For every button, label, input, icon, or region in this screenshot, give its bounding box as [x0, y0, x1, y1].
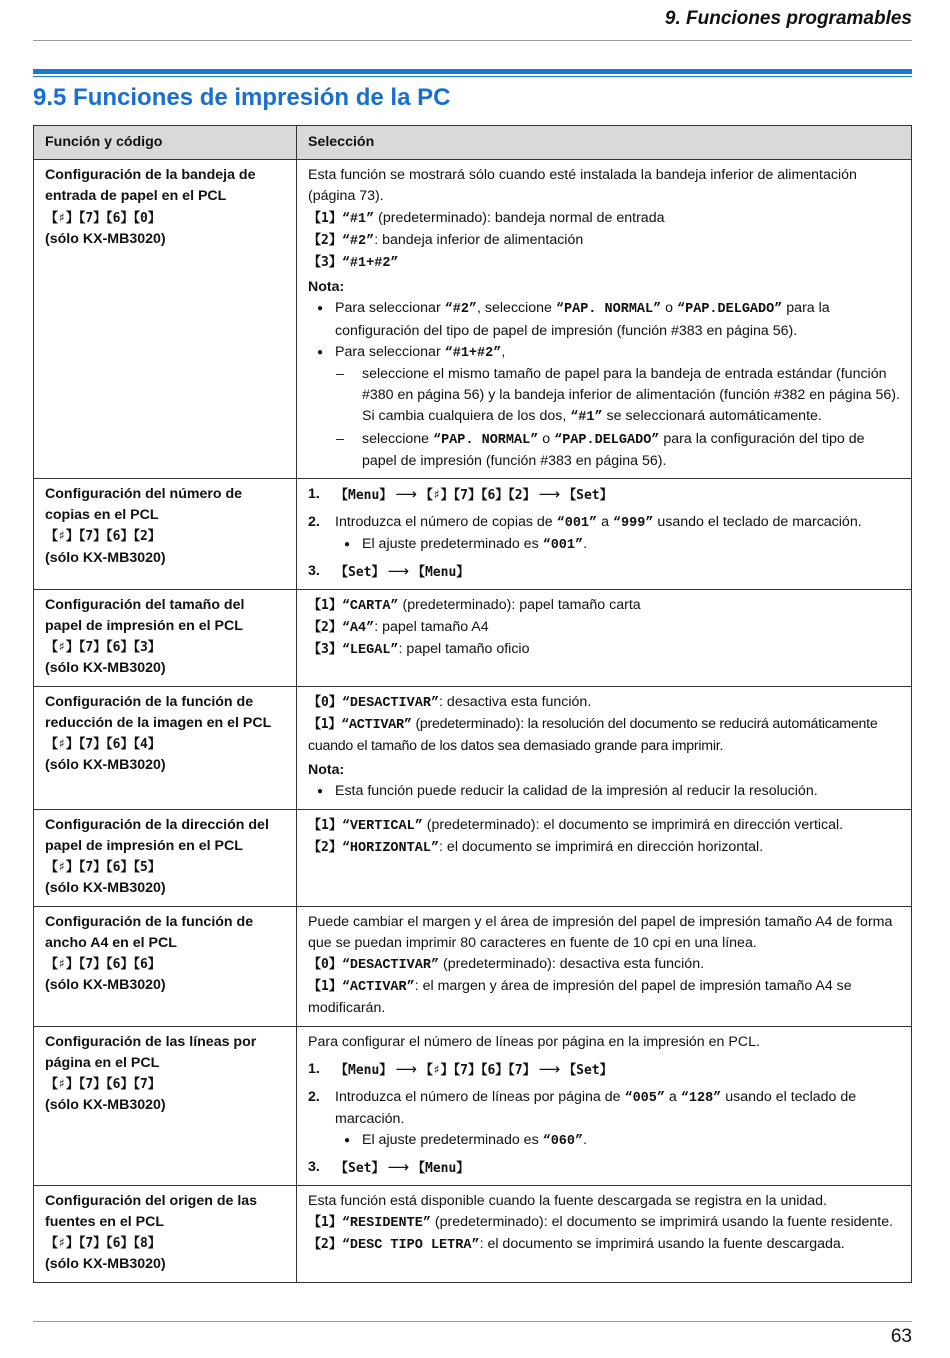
function-name: reducción de la imagen en el PCL [45, 714, 272, 731]
option-key: 【2】 [308, 232, 342, 248]
section-bar [33, 69, 912, 74]
selection-cell [297, 1185, 912, 1282]
step: 1. 【Menu】 ⟶ 【♯】【7】【6】【7】 ⟶ 【Set】 [308, 1060, 613, 1078]
function-name: papel de impresión en el PCL [45, 618, 243, 635]
function-name: Configuración del número de [45, 486, 243, 503]
function-cell [34, 160, 297, 479]
option: 【1】“CARTA” (predeterminado): papel tamaño carta [308, 596, 641, 614]
option-value: “#1+#2” [341, 256, 399, 272]
function-cell [34, 906, 297, 1026]
function-name: Configuración del tamaño del [45, 596, 245, 613]
option-text: : bandeja inferior de alimentación [374, 231, 584, 248]
option-value: “#1” [341, 211, 375, 227]
step: 2. Introduzca el número de líneas por página de “005” a “128” usando el teclado de marcación. ● El ajuste predeterminado es “060”. [308, 1087, 900, 1153]
note-bullet: ● Para seleccionar “#1+#2”, [308, 342, 900, 364]
option: 【2】“HORIZONTAL”: el documento se imprimirá en dirección horizontal. [308, 838, 764, 856]
step: 3. 【Set】 ⟶ 【Menu】 [308, 562, 470, 580]
function-name: Configuración de la función de [45, 913, 254, 930]
function-cell [34, 686, 297, 809]
model-note: (sólo KX-MB3020) [45, 977, 166, 994]
header-rule [33, 40, 912, 41]
option: 【0】“DESACTIVAR”: desactiva esta función. [308, 693, 592, 711]
function-name: ancho A4 en el PCL [45, 934, 177, 951]
table-row [34, 479, 912, 590]
option-text: (predeterminado): bandeja normal de entrada [374, 209, 665, 226]
intro-text: Esta función se mostrará sólo cuando esté instalada la bandeja inferior de alimentación (página 73). [308, 167, 857, 205]
note-bullet: ● Para seleccionar “#2”, seleccione “PAP. NORMAL” o “PAP.DELGADO” para la configuración del tipo de papel de impresión (función #383 en página 56). [308, 298, 900, 341]
selection-cell [297, 479, 912, 590]
function-name: copias en el PCL [45, 507, 159, 524]
function-name: Configuración de la función de [45, 693, 254, 710]
function-name: Configuración de la bandeja de [45, 167, 256, 184]
function-code: 【♯】【7】【6】【6】 [45, 956, 161, 972]
column-header-selection: Selección [297, 126, 912, 160]
function-cell [34, 809, 297, 906]
table-row [34, 906, 912, 1026]
function-code: 【♯】【7】【6】【3】 [45, 640, 161, 656]
table-row [34, 1185, 912, 1282]
note-bullet: ● Esta función puede reducir la calidad de la impresión al reducir la resolución. [308, 781, 900, 802]
function-code: 【♯】【7】【6】【0】 [45, 210, 161, 226]
model-note: (sólo KX-MB3020) [45, 1097, 166, 1114]
model-note: (sólo KX-MB3020) [45, 1256, 166, 1273]
option [308, 230, 900, 252]
model-note: (sólo KX-MB3020) [45, 230, 166, 247]
function-code: 【♯】【7】【6】【7】 [45, 1076, 161, 1092]
table-row [34, 589, 912, 686]
table-row [34, 1026, 912, 1185]
option: 【2】“DESC TIPO LETRA”: el documento se imprimirá usando la fuente descargada. [308, 1236, 845, 1254]
intro-text: Puede cambiar el margen y el área de impresión del papel de impresión tamaño A4 de forma que se puedan imprimir 80 caracteres en fuente de 10 cpi en una línea. [308, 913, 893, 951]
option [308, 208, 900, 230]
function-code: 【♯】【7】【6】【8】 [45, 1236, 161, 1252]
table-row [34, 809, 912, 906]
function-name: Configuración del origen de las [45, 1192, 258, 1209]
option: 【0】“DESACTIVAR” (predeterminado): desactiva esta función. [308, 955, 705, 973]
function-cell [34, 1026, 297, 1185]
option: 【1】“VERTICAL” (predeterminado): el documento se imprimirá en dirección vertical. [308, 816, 844, 834]
function-code: 【♯】【7】【6】【5】 [45, 860, 161, 876]
function-cell [34, 589, 297, 686]
table-row [34, 686, 912, 809]
function-name: papel de impresión en el PCL [45, 837, 243, 854]
model-note: (sólo KX-MB3020) [45, 660, 166, 677]
function-cell [34, 479, 297, 590]
selection-cell [297, 160, 912, 479]
selection-cell [297, 809, 912, 906]
step: 2. Introduzca el número de copias de “001” a “999” usando el teclado de marcación. ● El ajuste predeterminado es “001”. [308, 512, 900, 556]
column-header-function: Función y código [34, 126, 297, 160]
option: 【3】“LEGAL”: papel tamaño oficio [308, 641, 530, 659]
model-note: (sólo KX-MB3020) [45, 549, 166, 566]
option: 【1】“ACTIVAR”: el margen y área de impresión del papel de impresión tamaño A4 se modificarán. [308, 978, 852, 1017]
footer-rule [33, 1321, 912, 1322]
intro-text: Para configurar el número de líneas por página en la impresión en PCL. [308, 1033, 760, 1050]
selection-cell [297, 906, 912, 1026]
section-title: 9.5 Funciones de impresión de la PC [33, 84, 451, 111]
function-name: fuentes en el PCL [45, 1213, 165, 1230]
function-code: 【♯】【7】【6】【2】 [45, 529, 161, 545]
note-heading: Nota: [308, 762, 345, 779]
step-bullet: ● El ajuste predeterminado es “001”. [335, 534, 900, 556]
table-header [34, 126, 912, 160]
model-note: (sólo KX-MB3020) [45, 757, 166, 774]
selection-cell [297, 589, 912, 686]
function-cell [34, 1185, 297, 1282]
selection-cell [297, 686, 912, 809]
selection-cell [297, 1026, 912, 1185]
model-note: (sólo KX-MB3020) [45, 880, 166, 897]
function-name: página en el PCL [45, 1054, 160, 1071]
function-name: Configuración de las líneas por [45, 1033, 257, 1050]
function-code: 【♯】【7】【6】【4】 [45, 737, 161, 753]
function-name: Configuración de la dirección del [45, 816, 269, 833]
functions-table [33, 125, 912, 1283]
step-bullet: ● El ajuste predeterminado es “060”. [335, 1130, 900, 1152]
note-subitem: – seleccione el mismo tamaño de papel para la bandeja de entrada estándar (función #380 en página 56) y la bandeja inferior de alimentación (función #382 en página 56). Si cambia cualquiera de los dos, “#1” se seleccionará automáticamente. [308, 364, 900, 429]
note-heading: Nota: [308, 279, 345, 296]
option-key: 【3】 [308, 255, 342, 271]
option: 【1】“ACTIVAR” (predeterminado): la resolución del documento se reducirá automáticamente cuando el tamaño de los datos sea demasiado grande para imprimir. [308, 715, 878, 755]
intro-text: Esta función está disponible cuando la fuente descargada se registra en la unidad. [308, 1192, 827, 1209]
function-name: entrada de papel en el PCL [45, 188, 227, 205]
option: 【1】“RESIDENTE” (predeterminado): el documento se imprimirá usando la fuente residente. [308, 1213, 894, 1231]
table-row [34, 160, 912, 479]
step: 3. 【Set】 ⟶ 【Menu】 [308, 1158, 470, 1176]
section-bar-thin [33, 76, 912, 77]
note-subitem: – seleccione “PAP. NORMAL” o “PAP.DELGADO” para la configuración del tipo de papel de impresión (función #383 en página 56). [308, 429, 900, 472]
chapter-title: 9. Funciones programables [664, 8, 912, 29]
step: 1. 【Menu】 ⟶ 【♯】【7】【6】【2】 ⟶ 【Set】 [308, 486, 613, 504]
option: 【2】“A4”: papel tamaño A4 [308, 619, 489, 637]
option-key: 【1】 [308, 210, 342, 226]
page-number: 63 [890, 1326, 912, 1347]
option [308, 252, 900, 274]
option-value: “#2” [341, 233, 375, 249]
